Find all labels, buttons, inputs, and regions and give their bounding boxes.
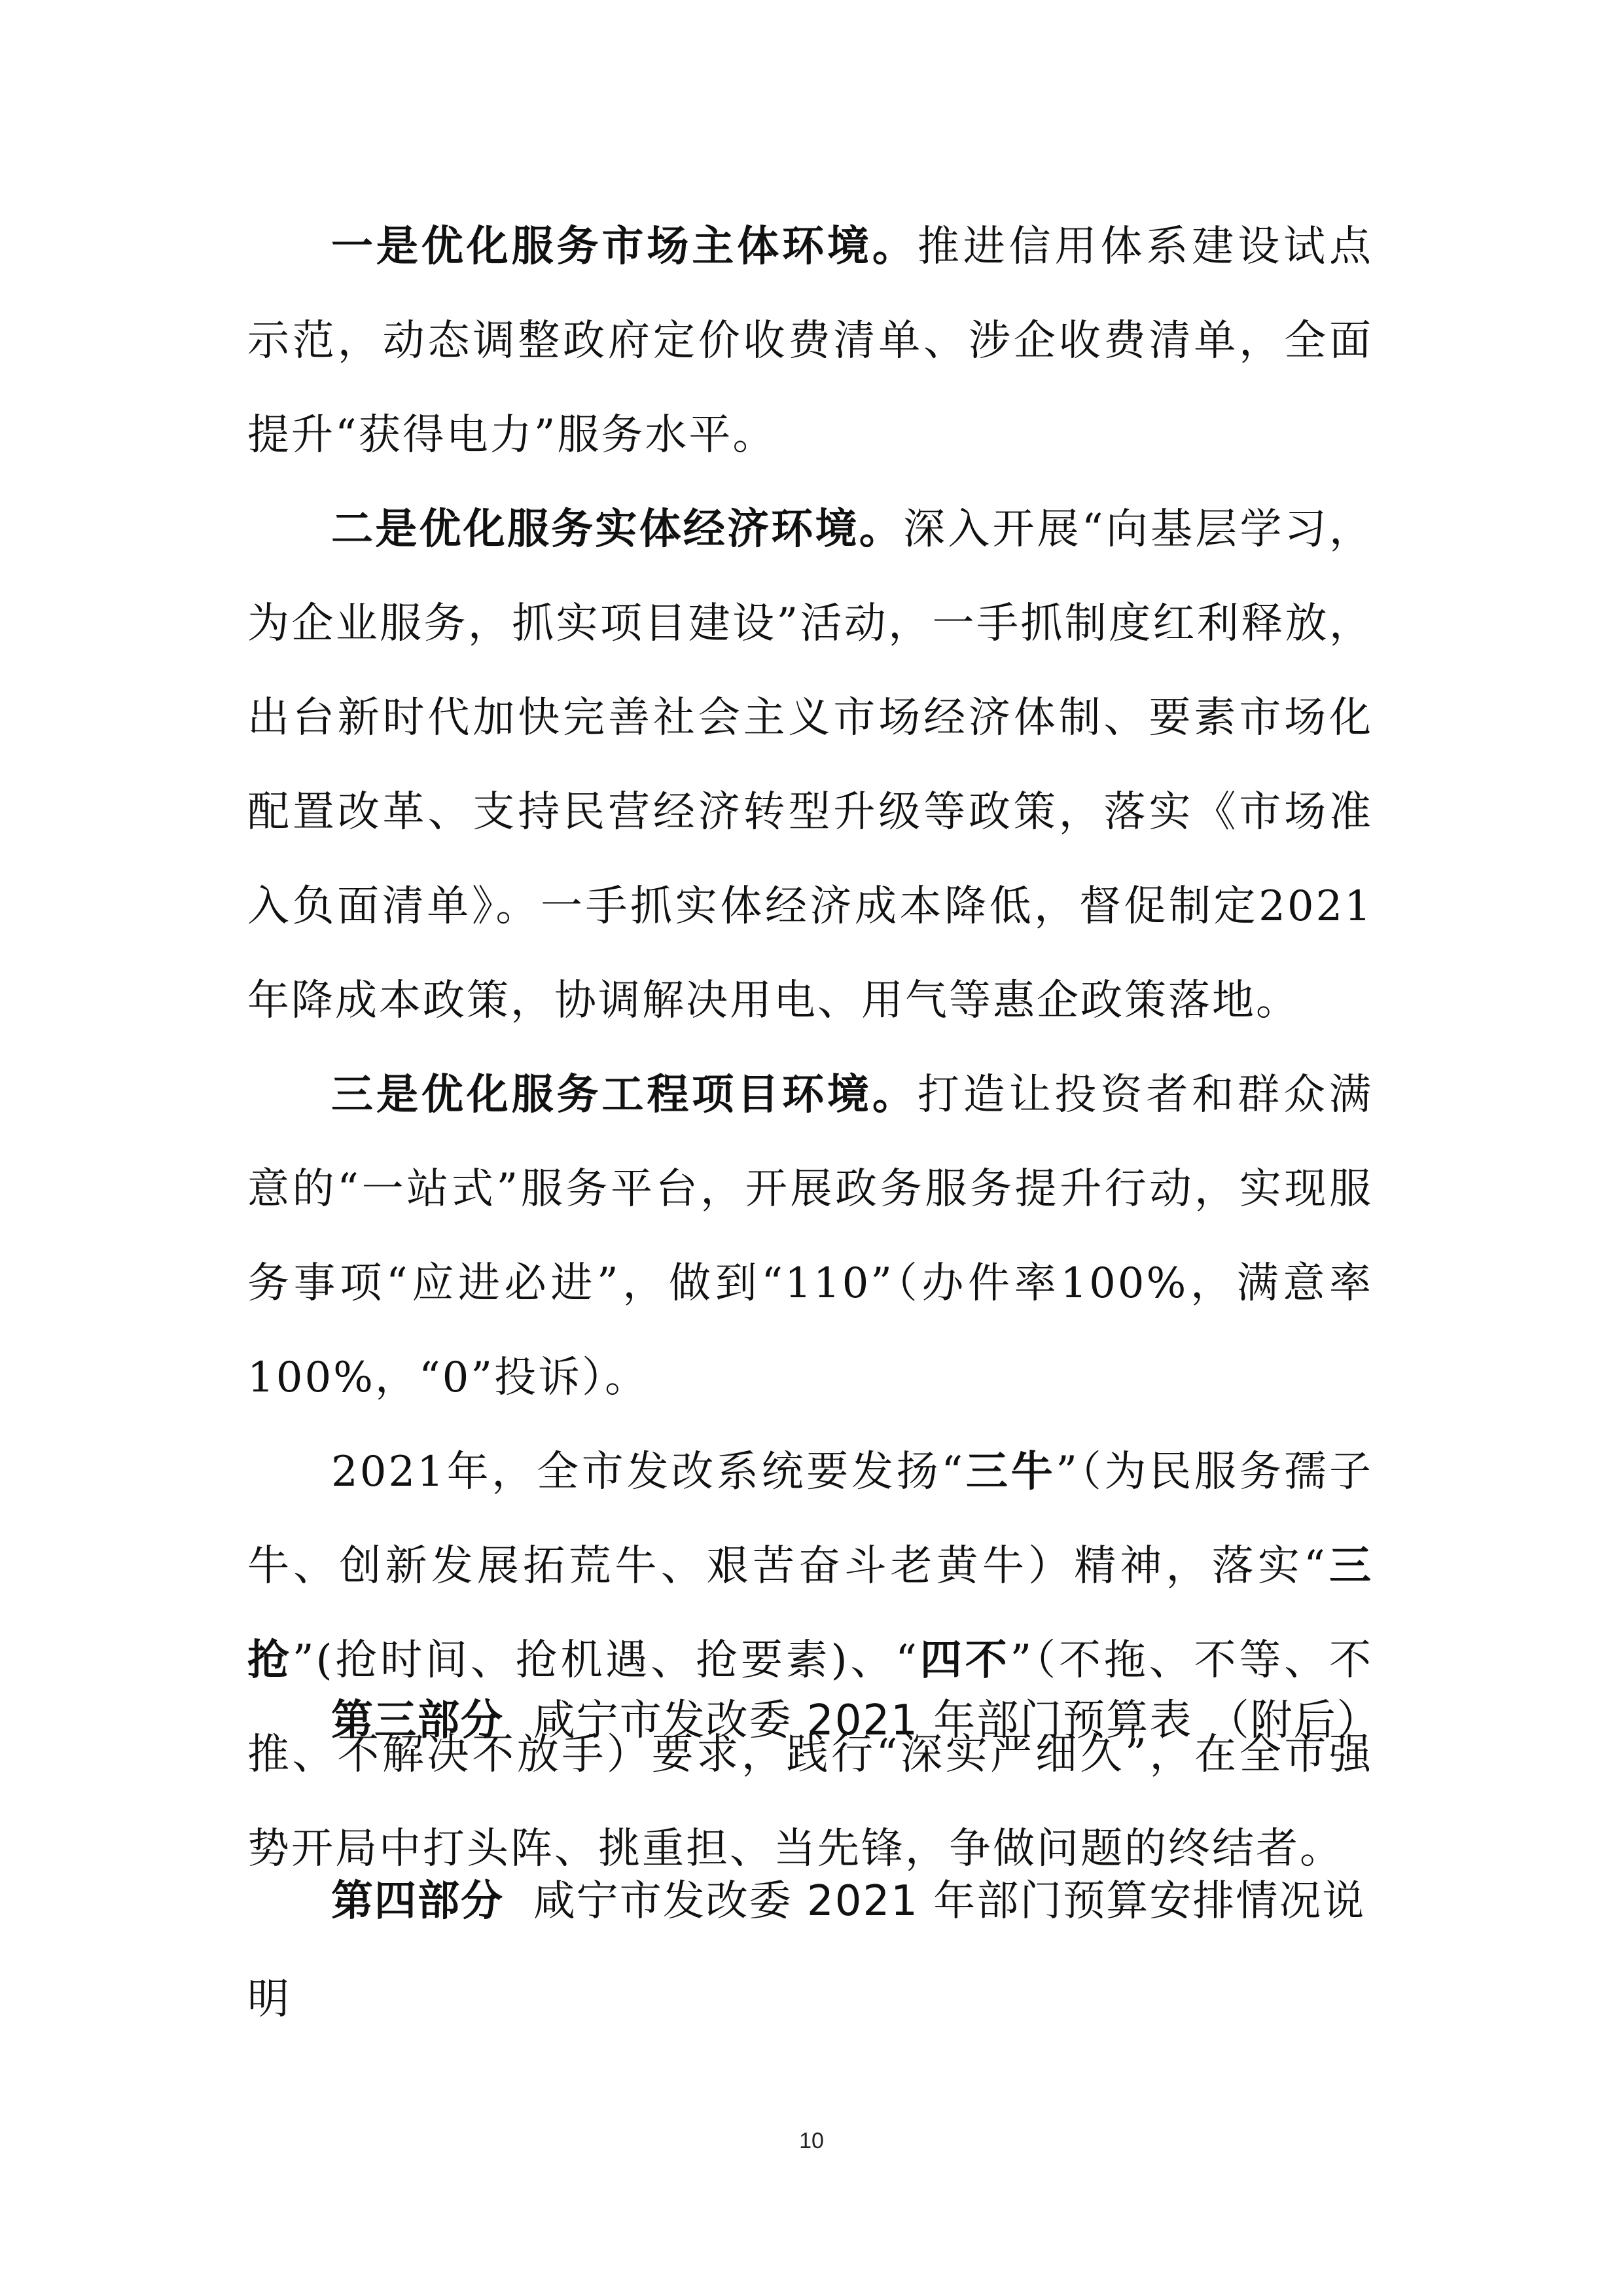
paragraph-3 <box>247 1048 1373 1425</box>
paragraph-3-text: 打造让投资者和群众满意的“一站式”服务平台，开展政务服务提升行动，实现服务事项“应进必进”，做到“110”（办件率100%，满意率100%，“0”投诉）。 <box>247 1071 1374 1402</box>
paragraph-2-text: 深入开展“向基层学习，为企业服务，抓实项目建设”活动，一手抓制度红利释放，出台新时代加快完善社会主义市场经济体制、要素市场化配置改革、支持民营经济转型升级等政策，落实《市场准入负面清单》。一手抓实体经济成本降低，督促制定2021年降成本政策，协调解决用电、用气等惠企政策落地。 <box>247 505 1373 1025</box>
paragraph-1-text: 推进信用体系建设试点示范，动态调整政府定价收费清单、涉企收费清单，全面提升“获得电力”服务水平。 <box>247 223 1374 459</box>
closing-text-2: ”（为民服务孺子牛、创新发展拓荒牛、艰苦奋斗老黄牛）精神，落实“ <box>247 1448 1374 1590</box>
paragraph-3-lead: 三是优化服务工程项目环境。 <box>331 1071 918 1119</box>
section-4-heading <box>247 1852 1373 2049</box>
section-3-title: 咸宁市发改委 2021 年部门预算表 （附后） <box>533 1696 1380 1745</box>
closing-text-4: ”（不拖、不等、不推、不解决不放手）要求，践行“深实严细久”，在全市强势开局中打头阵、挑重担、当先锋，争做问题的终结者。 <box>247 1636 1374 1873</box>
section-4-part: 第四部分 <box>331 1877 504 1926</box>
section-3-heading <box>331 1674 1378 1768</box>
closing-emphasis-1: 三牛 <box>965 1448 1056 1496</box>
body-text <box>247 200 1373 1896</box>
page-number: 10 <box>799 2128 824 2153</box>
paragraph-closing <box>247 1425 1373 1896</box>
closing-text-3: ”(抢时间、抢机遇、抢要素)、“ <box>292 1636 919 1685</box>
closing-text-1: 2021年，全市发改系统要发扬“ <box>331 1448 965 1496</box>
closing-emphasis-3: 四不 <box>919 1636 1010 1685</box>
paragraph-1 <box>247 200 1373 482</box>
closing-emphasis-2: 三抢 <box>247 1542 1374 1685</box>
paragraph-1-lead: 一是优化服务市场主体环境。 <box>331 223 918 271</box>
section-4-title: 咸宁市发改委 2021 年部门预算安排情况说明 <box>247 1877 1366 2024</box>
paragraph-2 <box>247 482 1373 1048</box>
paragraph-2-lead: 二是优化服务实体经济环境。 <box>331 505 903 554</box>
section-3-part: 第三部分 <box>331 1696 504 1745</box>
